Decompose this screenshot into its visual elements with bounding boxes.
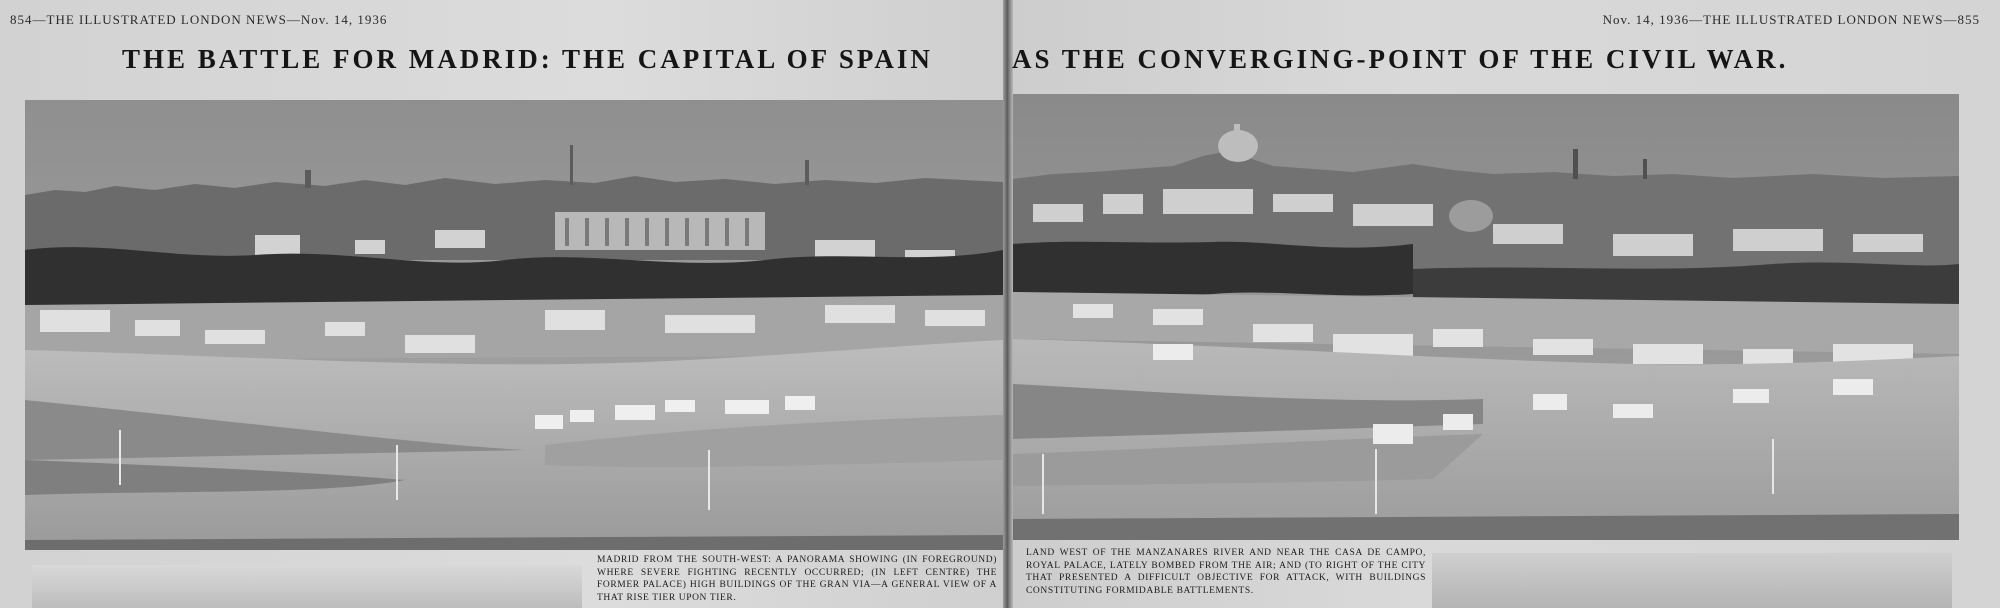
lower-photo-left	[32, 565, 582, 608]
right-folio: Nov. 14, 1936—THE ILLUSTRATED LONDON NEWS—855	[1602, 12, 1980, 27]
headline-right: AS THE CONVERGING-POINT OF THE CIVIL WAR.	[1012, 44, 1789, 74]
caption-right: LAND WEST OF THE MANZANARES RIVER AND NEAR THE CASA DE CAMPO, ROYAL PALACE, LATELY BOMBED FROM THE AIR; AND (TO RIGHT OF THE CITY THAT PRESENTED A DIFFICULT OBJECTIVE FOR ATTACK, WITH BUILDINGS CONSTITUTING FORMIDABLE BATTLEMENTS.	[1026, 548, 1426, 596]
panorama-photo-right	[1013, 94, 1959, 540]
caption-left: MADRID FROM THE SOUTH-WEST: A PANORAMA SHOWING (IN FOREGROUND) WHERE SEVERE FIGHTING RECENTLY OCCURRED; (IN LEFT CENTRE) THE FORMER PALACE) HIGH BUILDINGS OF THE GRAN VIA—A GENERAL VIEW OF A THAT RISE TIER UPON TIER.	[597, 555, 997, 603]
headline-left: THE BATTLE FOR MADRID: THE CAPITAL OF SPAIN	[122, 44, 933, 74]
lower-photo-right	[1432, 553, 1952, 608]
book-gutter	[1003, 0, 1013, 608]
panorama-photo-left	[25, 100, 1003, 550]
left-folio: 854—THE ILLUSTRATED LONDON NEWS—Nov. 14, 1936	[10, 12, 388, 27]
